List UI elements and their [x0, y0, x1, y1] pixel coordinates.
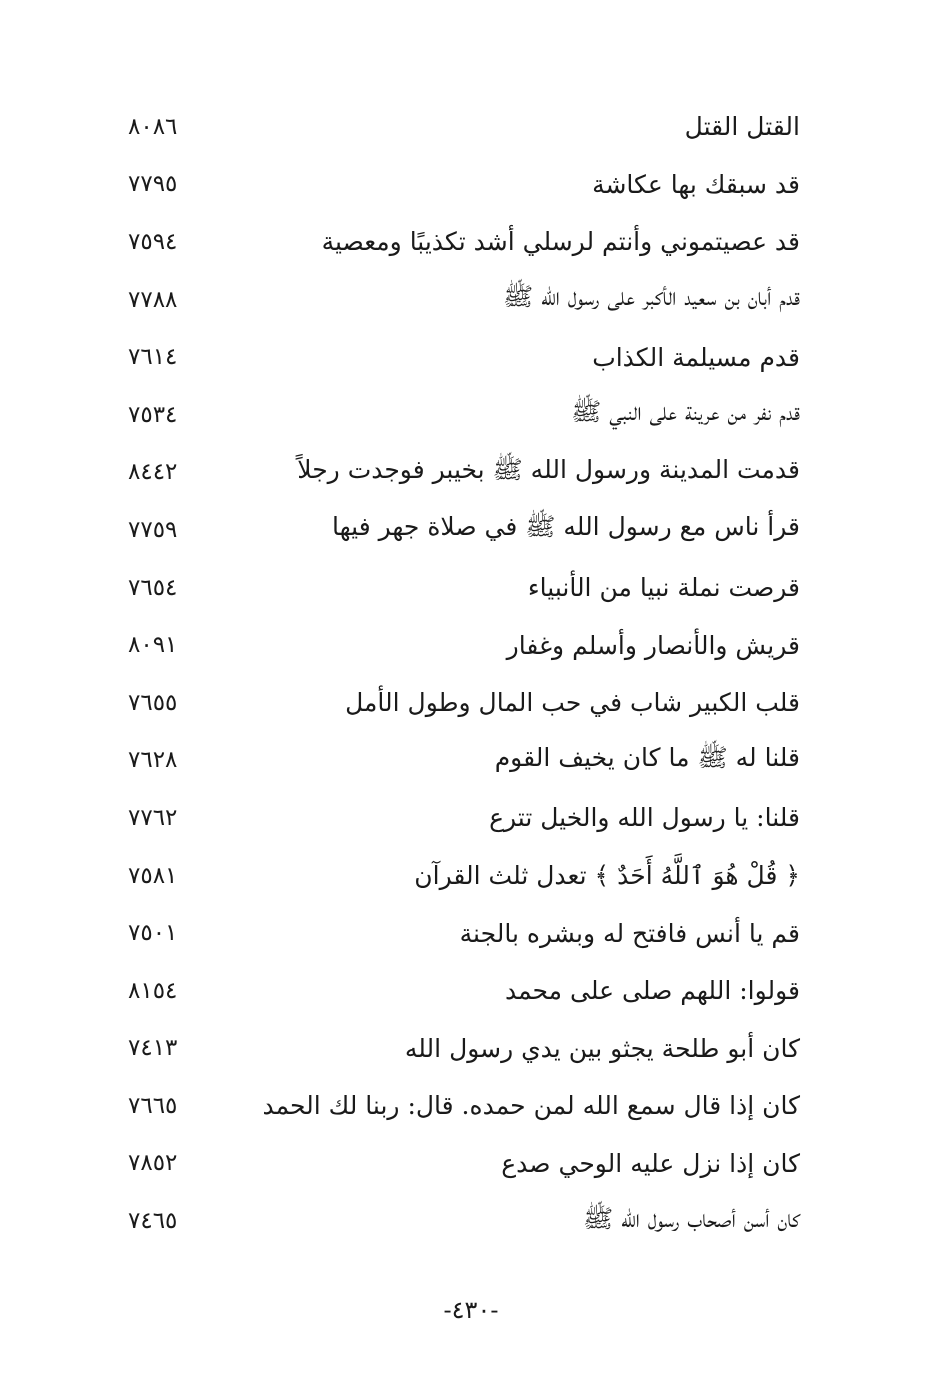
entry-text: قدمت المدينة ورسول الله ﷺ بخيبر فوجدت رجلاً [297, 454, 800, 484]
entry-text: قولوا: اللهم صلى على محمد [504, 976, 800, 1006]
entry-number: ٧٥٠١ [128, 920, 178, 947]
entry-number: ٧٦٢٨ [128, 747, 178, 774]
entry-number: ٨٤٤٢ [128, 459, 178, 486]
index-entry [128, 271, 800, 329]
entry-number: ٨٠٩١ [128, 632, 178, 659]
entry-text: قم يا أنس فافتح له وبشره بالجنة [459, 918, 800, 948]
entry-text: قلنا: يا رسول الله والخيل تترع [489, 803, 800, 833]
entry-text: قد سبقك بها عكاشة [592, 169, 800, 199]
entry-text: قدم نفر من عرينة على النبي ﷺ [571, 397, 800, 427]
index-entry [128, 386, 800, 444]
index-entry [128, 1192, 800, 1250]
index-entry [128, 559, 800, 617]
index-entry [128, 98, 800, 156]
index-entry [128, 213, 800, 271]
entry-text: كان أسن أصحاب رسول الله ﷺ [582, 1203, 800, 1233]
index-entry [128, 328, 800, 386]
index-entry [128, 962, 800, 1020]
entry-number: ٧٤١٣ [128, 1035, 178, 1062]
entry-number: ٧٦٥٥ [128, 689, 178, 716]
entry-number: ٧٧٥٩ [128, 516, 178, 543]
entry-number: ٧٥٩٤ [128, 228, 178, 255]
index-entry [128, 444, 800, 502]
index-entry [128, 156, 800, 214]
entry-text: قلنا له ﷺ ما كان يخيف القوم [494, 742, 800, 772]
entry-text: قرأ ناس مع رسول الله ﷺ في صلاة جهر فيها [332, 512, 800, 542]
entry-text: كان إذا نزل عليه الوحي صدع [501, 1148, 800, 1178]
entry-text: ﴿ قُلْ هُوَ ٱللَّهُ أَحَدٌ ﴾ تعدل ثلث القرآن [414, 861, 800, 891]
entry-text: قريش والأنصار وأسلم وغفار [506, 630, 800, 660]
entry-number: ٨١٥٤ [128, 977, 178, 1004]
entry-number: ٧٦١٤ [128, 344, 178, 371]
page-number: -٤٣٠- [443, 1296, 499, 1324]
entry-number: ٧٦٥٤ [128, 574, 178, 601]
entry-number: ٧٥٨١ [128, 862, 178, 889]
index-entry [128, 847, 800, 905]
entry-text: كان أبو طلحة يجثو بين يدي رسول الله [404, 1033, 800, 1063]
index-entry [128, 1020, 800, 1078]
index-entry [128, 674, 800, 732]
index-entry [128, 732, 800, 790]
index-entry [128, 789, 800, 847]
entry-text: القتل القتل [684, 112, 800, 142]
entry-text: قدم أبان بن سعيد الأكبر على رسول الله ﷺ [503, 282, 800, 312]
entry-text: قرصت نملة نبيا من الأنبياء [527, 573, 800, 603]
entry-text: قلب الكبير شاب في حب المال وطول الأمل [345, 688, 800, 718]
entry-number: ٧٦٦٥ [128, 1092, 178, 1119]
entry-number: ٧٧٨٨ [128, 286, 178, 313]
entry-number: ٧٥٣٤ [128, 401, 178, 428]
index-entry [128, 1077, 800, 1135]
index-entry [128, 501, 800, 559]
entry-text: قد عصيتموني وأنتم لرسلي أشد تكذيبًا ومعصية [321, 227, 800, 257]
hadith-index-list [128, 98, 800, 1250]
index-entry [128, 904, 800, 962]
index-entry [128, 616, 800, 674]
entry-text: قدم مسيلمة الكذاب [592, 342, 800, 372]
entry-number: ٨٠٨٦ [128, 113, 178, 140]
entry-number: ٧٨٥٢ [128, 1150, 178, 1177]
entry-number: ٧٧٩٥ [128, 171, 178, 198]
entry-number: ٧٧٦٢ [128, 804, 178, 831]
entry-text: كان إذا قال سمع الله لمن حمده. قال: ربنا لك الحمد [262, 1091, 800, 1121]
index-entry [128, 1135, 800, 1193]
entry-number: ٧٤٦٥ [128, 1208, 178, 1235]
